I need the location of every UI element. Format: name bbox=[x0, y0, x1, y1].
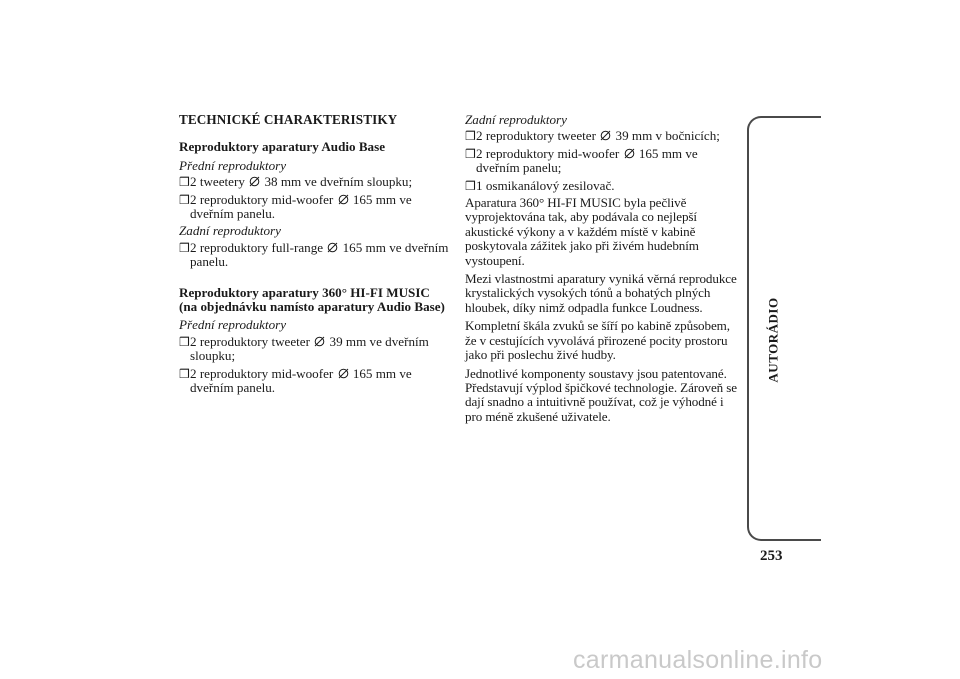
checkbox-bullet-icon: ❒ bbox=[179, 192, 190, 207]
list-item: ❒ 2 reproduktory tweeter 39 mm v bočnicích; bbox=[465, 128, 720, 144]
checkbox-bullet-icon: ❒ bbox=[465, 146, 476, 161]
checkbox-bullet-icon: ❒ bbox=[465, 178, 476, 193]
watermark: carmanualsonline.info bbox=[573, 646, 823, 674]
list-item: ❒ 2 reproduktory mid-woofer 165 mm ve dveřním panelu; bbox=[465, 145, 698, 176]
front-speakers-label: Přední reproduktory bbox=[179, 157, 287, 173]
diameter-icon bbox=[249, 176, 260, 187]
list-item: ❒ 2 tweetery 38 mm ve dveřním sloupku; bbox=[179, 174, 413, 190]
section-heading: TECHNICKÉ CHARAKTERISTIKY bbox=[179, 112, 398, 127]
checkbox-bullet-icon: ❒ bbox=[179, 334, 190, 349]
left-column bbox=[179, 113, 449, 399]
checkbox-bullet-icon: ❒ bbox=[179, 240, 190, 255]
diameter-icon bbox=[327, 242, 338, 253]
diameter-icon bbox=[338, 194, 349, 205]
diameter-icon bbox=[314, 336, 325, 347]
chapter-title: AUTORÁDIO bbox=[766, 297, 782, 383]
front-speakers-label: Přední reproduktory bbox=[179, 317, 287, 333]
diameter-icon bbox=[338, 368, 349, 379]
page-number: 253 bbox=[760, 548, 783, 564]
checkbox-bullet-icon: ❒ bbox=[465, 129, 476, 144]
rear-speakers-label: Zadní reproduktory bbox=[465, 112, 567, 127]
body-paragraph: Aparatura 360° HI-FI MUSIC byla pečlivě vyprojektována tak, aby podávala co nejlepší akustické výkony a v každém místě v kabině poskytovala zážitek jako při živém hudebním vystoupení. bbox=[465, 195, 699, 268]
body-paragraph: Kompletní škála zvuků se šíří po kabině způsobem, že v cestujících vyvolává přirozené pocity prostoru jako při poslechu živé hudby. bbox=[465, 318, 730, 363]
right-column bbox=[465, 113, 743, 428]
list-item: ❒ 2 reproduktory tweeter 39 mm ve dveřním sloupku; bbox=[179, 333, 429, 364]
checkbox-bullet-icon: ❒ bbox=[179, 366, 190, 381]
body-paragraph: Jednotlivé komponenty soustavy jsou patentované. Představují výplod špičkové technologie. Zároveň se dají snadno a intuitivně používat, což je výhodné i pro méně zkušené uživatele. bbox=[465, 365, 737, 424]
diameter-icon bbox=[624, 148, 635, 159]
list-item: ❒ 2 reproduktory full-range 165 mm ve dveřním panelu. bbox=[179, 239, 449, 270]
rear-speakers-label: Zadní reproduktory bbox=[179, 223, 281, 239]
list-item: ❒ 1 osmikanálový zesilovač. bbox=[465, 177, 615, 193]
audio-base-title: Reproduktory aparatury Audio Base bbox=[179, 139, 386, 155]
body-paragraph: Mezi vlastnostmi aparatury vyniká věrná reprodukce krystalických vysokých tónů a bohatých plných hloubek, díky nimž odpadla funkce Loudness. bbox=[465, 271, 737, 315]
list-item: ❒ 2 reproduktory mid-woofer 165 mm ve dveřním panelu. bbox=[179, 191, 412, 222]
list-item: ❒ 2 reproduktory mid-woofer 165 mm ve dveřním panelu. bbox=[179, 365, 412, 396]
hifi-music-title: Reproduktory aparatury 360° HI-FI MUSIC (na objednávku namísto aparatury Audio Base) bbox=[179, 284, 445, 315]
diameter-icon bbox=[600, 130, 611, 141]
checkbox-bullet-icon: ❒ bbox=[179, 175, 190, 190]
